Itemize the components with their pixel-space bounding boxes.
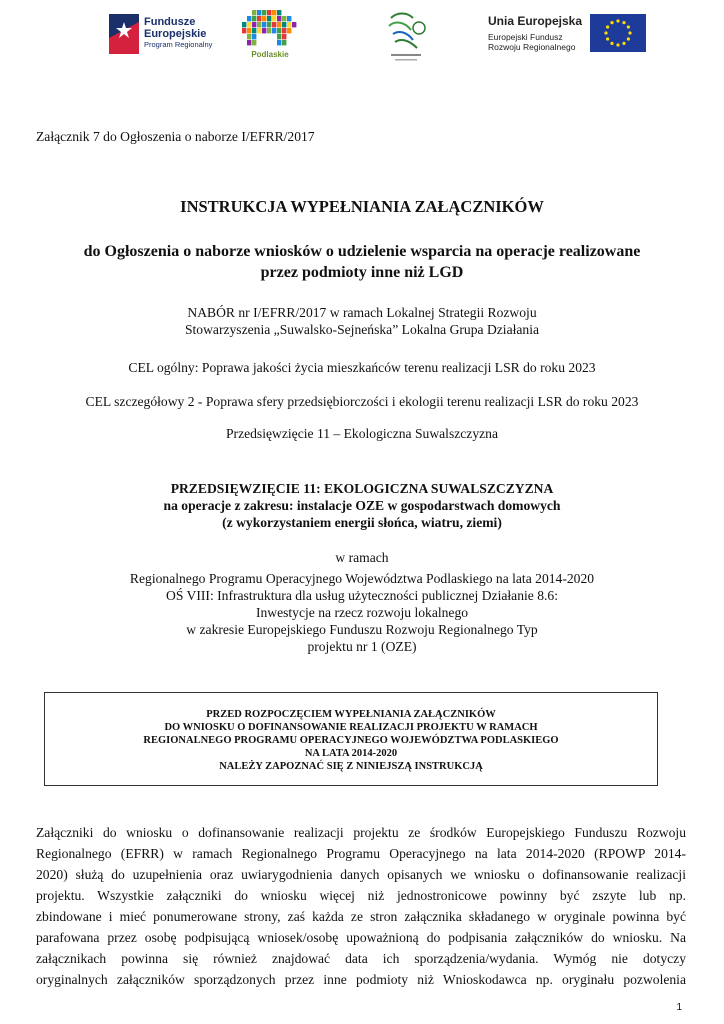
eu-flag-icon: [590, 14, 646, 52]
cel-ogolny: CEL ogólny: Poprawa jakości życia mieszkańców terenu realizacji LSR do roku 2023: [128, 360, 596, 375]
fe-title: Fundusze Europejskie: [144, 16, 207, 40]
w-ramach-line: w ramach: [335, 550, 389, 565]
ue-title: Unia Europejska: [488, 14, 583, 28]
unia-europejska-logo: [488, 8, 648, 64]
podlaskie-label: Podlaskie: [251, 50, 289, 59]
notice-text: PRZED ROZPOCZĘCIEM WYPEŁNIANIA ZAŁĄCZNIKÓW DO WNIOSKU O DOFINANSOWANIE REALIZACJI PROJEKTU W RAMACH REGIONALNEGO PROGRAMU OPERACYJNEGO WOJEWÓDZTWA PODLASKIEGO NA LATA 2014-2020 NALEŻY ZAPOZNAĆ SIĘ Z NINIEJSZĄ INSTRUKCJĄ: [143, 709, 559, 772]
fe-subtitle: Program Regionalny: [144, 40, 213, 49]
section-heading: PRZEDSIĘWZIĘCIE 11: EKOLOGICZNA SUWALSZCZYZNA na operacje z zakresu: instalacje OZE w gospodarstwach domowych (z wykorzystaniem energii słońca, wiatru, ziemi): [163, 481, 561, 530]
bison-mosaic-icon: [242, 10, 298, 46]
program-info: Regionalnego Programu Operacyjnego Województwa Podlaskiego na lata 2014-2020 OŚ VIII: Infrastruktura dla usług użyteczności publicznej Działanie 8.6: Inwestycje na rzecz rozwoju lokalnego w zakresie Europejskiego Funduszu Rozwoju Regionalnego Typ projektu nr 1 (OZE): [129, 571, 595, 654]
notice-box: [44, 692, 658, 786]
nabor-info: NABÓR nr I/EFRR/2017 w ramach Lokalnej Strategii Rozwoju Stowarzyszenia „Suwalsko-Sejneńska” Lokalna Grupa Działania: [184, 305, 540, 337]
logo-bar: [0, 8, 724, 64]
subheading: do Ogłoszenia o naborze wniosków o udzielenie wsparcia na operacje realizowane przez podmioty inne niż LGD: [83, 243, 641, 281]
annex-line: Załącznik 7 do Ogłoszenia o naborze I/EFRR/2017: [36, 129, 315, 144]
fe-flag-icon: [109, 14, 139, 54]
body-paragraph: Załączniki do wniosku o dofinansowanie realizacji projektu ze środków Europejskiego Funduszu Rozwoju Regionalnego (EFRR) w ramach Regionalnego Programu Operacyjnego na lata 2014-2020 (RPOWP 2014- 2020) służą do uzupełnienia oraz uwiarygodnienia danych opisanych we wniosku o dofinansowanie realizacji projektu. Wszystkie załączniki do wniosku więcej niż jednostronicowe powinny być zszyte lub np. zbindowane i mieć ponumerowane strony, zaś każda ze stron załącznika składanego w oryginale powinna być parafowana przez osobę podpisującą wniosek/osobę upoważnioną do podpisania załączników do wniosku. Na załącznikach powinna się również znajdować data ich sporządzenia/wydania. Wymóg nie dotyczy oryginalnych załączników sporządzonych przez inne podmioty niż Wnioskodawca np. oryginału pozwolenia: [36, 825, 686, 987]
cel-szczegolowy: CEL szczegółowy 2 - Poprawa sfery przedsiębiorczości i ekologii terenu realizacji LSR do roku 2023: [85, 394, 639, 409]
podlaskie-logo: [238, 8, 302, 64]
przedsiewziecie-line: Przedsięwzięcie 11 – Ekologiczna Suwalszczyzna: [225, 426, 498, 441]
lgd-logo: [383, 8, 429, 64]
ue-subtitle: Europejski Fundusz Rozwoju Regionalnego: [488, 32, 576, 52]
lgd-emblem-icon: [383, 8, 429, 64]
main-heading: INSTRUKCJA WYPEŁNIANIA ZAŁĄCZNIKÓW: [180, 197, 544, 216]
fundusze-europejskie-logo: [107, 8, 217, 64]
page-number: 1: [676, 1002, 682, 1013]
